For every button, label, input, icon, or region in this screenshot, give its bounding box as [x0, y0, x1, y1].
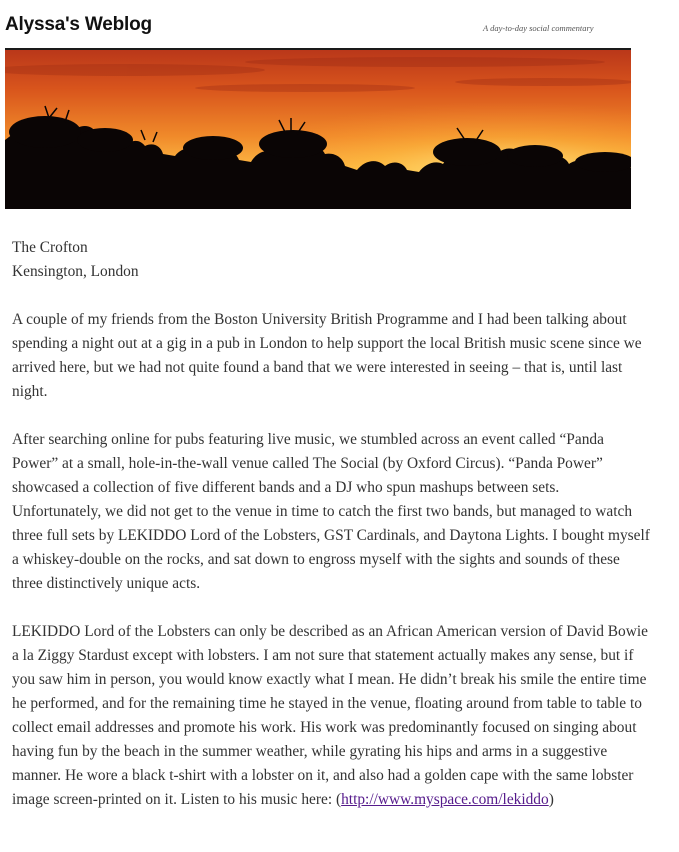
- venue-name: The Crofton: [12, 239, 88, 256]
- sunset-tree-silhouette-image: [5, 48, 631, 209]
- post-paragraph-3-end: ): [548, 791, 554, 808]
- post-paragraph-2: After searching online for pubs featuring live music, we stumbled across an event called “Panda Power” at a small, hole-in-the-wall venue called The Social (by Oxford Circus). “Panda Power” showcased a collection of five different bands and a DJ who spun mashups between sets. Unfortunately, we did not get to the venue in time to catch the first two bands, but managed to watch three full sets by LEKIDDO Lord of the Lobsters, GST Cardinals, and Daytona Lights. I bought myself a whiskey-double on the rocks, and sat down to engross myself with the sights and sounds of these three distinctively unique acts.: [12, 431, 650, 592]
- header-banner-image: [5, 48, 631, 209]
- site-header: [0, 0, 679, 48]
- post-paragraph-3: [12, 620, 652, 812]
- site-title[interactable]: Alyssa's Weblog: [5, 14, 152, 35]
- site-tagline: A day-to-day social commentary: [483, 23, 594, 33]
- post-paragraph-3-text: LEKIDDO Lord of the Lobsters can only be described as an African American version of David Bowie a la Ziggy Stardust except with lobsters. I am not sure that statement actually makes any sense, but if you saw him in person, you would know exactly what I mean. He didn’t break his smile the entire time he performed, and for the remaining time he stayed in the venue, floating around from table to table to collect email addresses and promote his work. His work was predominantly focused on singing about having fun by the beach in the summer weather, while gyrating his hips and arms in a suggestive manner. He wore a black t-shirt with a lobster on it, and also had a golden cape with the same lobster image screen-printed on it. Listen to his music here: (: [12, 623, 648, 808]
- banner-top-rule: [5, 48, 631, 50]
- myspace-link[interactable]: http://www.myspace.com/lekiddo: [341, 791, 549, 808]
- post-paragraph-1: A couple of my friends from the Boston University British Programme and I had been talking about spending a night out at a gig in a pub in London to help support the local British music scene since we arrived here, but we had not quite found a band that we were interested in seeing – that is, until last night.: [12, 311, 642, 400]
- venue-location: Kensington, London: [12, 263, 139, 280]
- blog-post: [12, 236, 652, 836]
- post-venue: [12, 236, 652, 284]
